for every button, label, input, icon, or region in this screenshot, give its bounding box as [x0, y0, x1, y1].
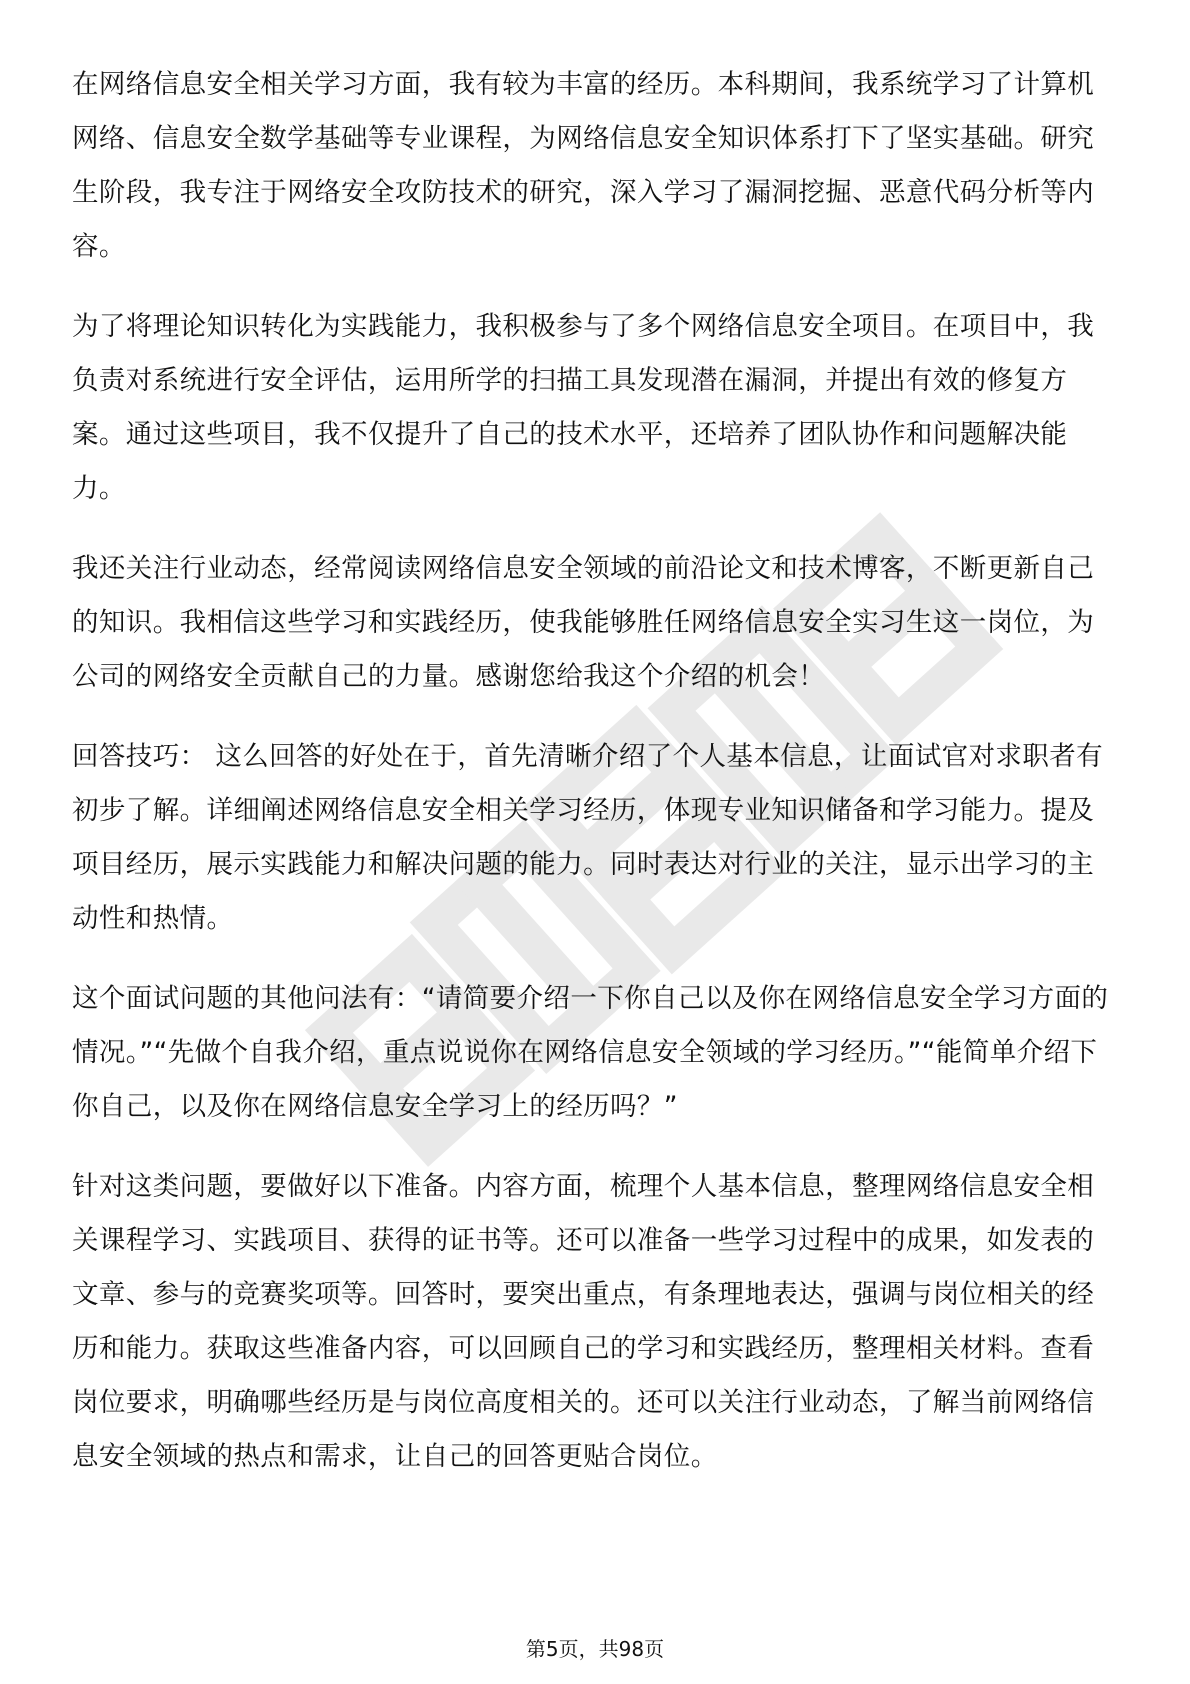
document-body: [72, 58, 1118, 1510]
paragraph-preparation: 针对这类问题，要做好以下准备。内容方面，梳理个人基本信息，整理网络信息安全相关课程学习、实践项目、获得的证书等。还可以准备一些学习过程中的成果，如发表的文章、参与的竞赛奖项等。回答时，要突出重点，有条理地表达，强调与岗位相关的经历和能力。获取这些准备内容，可以回顾自己的学习和实践经历，整理相关材料。查看岗位要求，明确哪些经历是与岗位高度相关的。还可以关注行业动态，了解当前网络信息安全领域的热点和需求，让自己的回答更贴合岗位。: [72, 1171, 1095, 1472]
paragraph-alternative-questions: 这个面试问题的其他问法有：“请简要介绍一下你自己以及你在网络信息安全学习方面的情况。”“先做个自我介绍，重点说说你在网络信息安全领域的学习经历。”“能简单介绍下你自己，以及你在网络信息安全学习上的经历吗？”: [72, 983, 1109, 1122]
paragraph-industry-focus: 我还关注行业动态，经常阅读网络信息安全领域的前沿论文和技术博客，不断更新自己的知识。我相信这些学习和实践经历，使我能够胜任网络信息安全实习生这一岗位，为公司的网络安全贡献自己的力量。感谢您给我这个介绍的机会！: [72, 553, 1095, 692]
paragraph-answer-tips: 回答技巧： 这么回答的好处在于，首先清晰介绍了个人基本信息，让面试官对求职者有初步了解。详细阐述网络信息安全相关学习经历，体现专业知识储备和学习能力。提及项目经历，展示实践能力和解决问题的能力。同时表达对行业的关注，显示出学习的主动性和热情。: [72, 741, 1104, 934]
page-number-footer: 第5页，共98页: [525, 1637, 665, 1661]
paragraph-project-experience: 为了将理论知识转化为实践能力，我积极参与了多个网络信息安全项目。在项目中，我负责对系统进行安全评估，运用所学的扫描工具发现潜在漏洞，并提出有效的修复方案。通过这些项目，我不仅提升了自己的技术水平，还培养了团队协作和问题解决能力。: [72, 311, 1095, 504]
paragraph-study-experience: 在网络信息安全相关学习方面，我有较为丰富的经历。本科期间，我系统学习了计算机网络、信息安全数学基础等专业课程，为网络信息安全知识体系打下了坚实基础。研究生阶段，我专注于网络安全攻防技术的研究，深入学习了漏洞挖掘、恶意代码分析等内容。: [72, 69, 1095, 262]
